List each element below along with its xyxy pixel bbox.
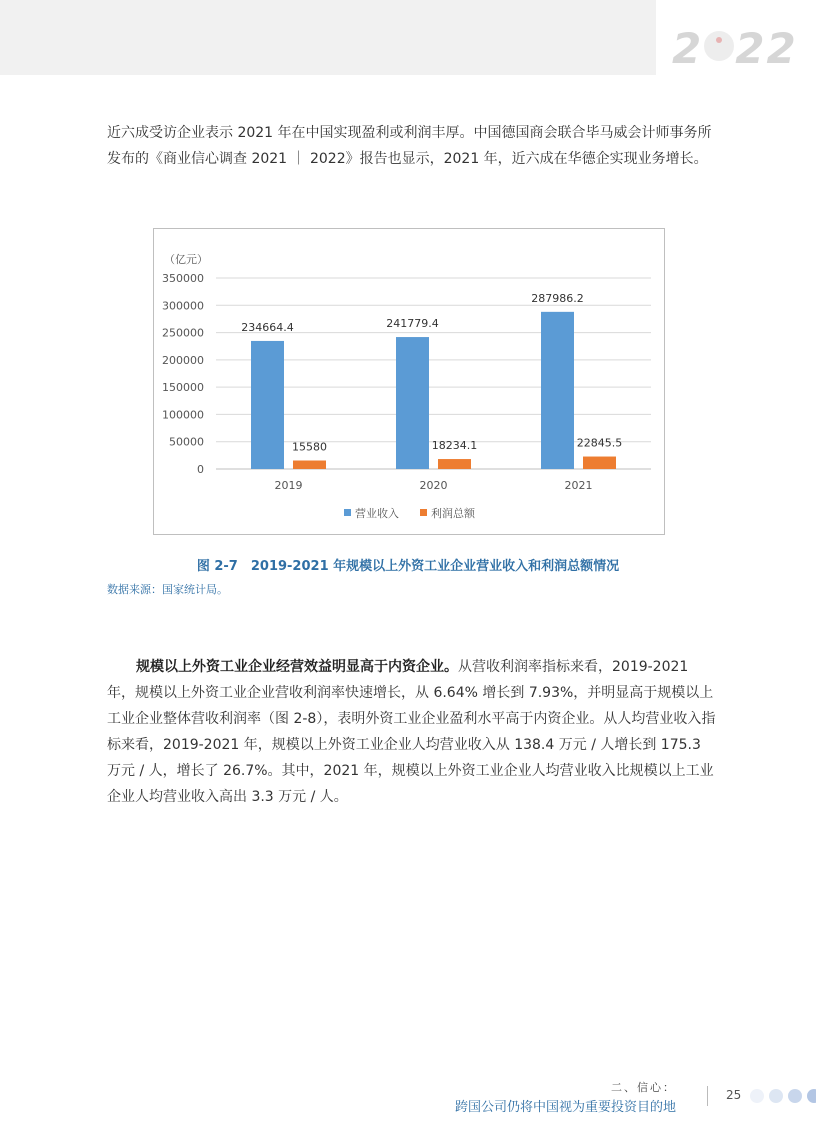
data-label: 287986.2 — [531, 291, 584, 305]
year-logo: 2 22 — [672, 24, 798, 73]
data-label: 22845.5 — [576, 436, 623, 450]
dot-icon — [788, 1089, 802, 1103]
data-label: 241779.4 — [386, 317, 439, 331]
figure-source: 数据来源：国家统计局。 — [107, 583, 228, 596]
bar-chart — [154, 229, 664, 534]
figure-caption: 图 2-7 2019-2021 年规模以上外资工业企业营业收入和利润总额情况 — [196, 559, 620, 574]
bar-revenue — [396, 337, 429, 469]
legend-label: 利润总额 — [431, 507, 475, 520]
intro-paragraph: 近六成受访企业表示 2021 年在中国实现盈利或利润丰厚。中国德国商会联合毕马威会计师事务所发布的《商业信心调查 2021 ｜ 2022》报告也显示，2021 年，近六成在华德企实现业务增长。 — [107, 125, 712, 167]
y-tick-label: 150000 — [162, 381, 204, 395]
bar-revenue — [251, 341, 284, 469]
logo-circle-icon — [704, 31, 734, 61]
x-tick-label: 2021 — [564, 479, 593, 492]
dot-icon — [750, 1089, 764, 1103]
page-number: 25 — [726, 1088, 742, 1102]
header-band — [0, 0, 656, 75]
y-axis-label: （亿元） — [164, 253, 208, 266]
y-tick-label: 350000 — [162, 272, 204, 285]
footer-divider — [707, 1086, 708, 1106]
x-tick-label: 2019 — [274, 479, 303, 492]
dot-icon — [769, 1089, 783, 1103]
chart-container — [153, 228, 665, 535]
body-paragraph — [107, 654, 717, 810]
y-tick-label: 0 — [197, 463, 204, 476]
y-tick-label: 50000 — [169, 435, 204, 449]
y-tick-label: 300000 — [162, 299, 204, 313]
x-tick-label: 2020 — [419, 479, 448, 492]
footer-title: 跨国公司仍将中国视为重要投资目的地 — [454, 1100, 676, 1115]
legend-label: 营业收入 — [355, 507, 399, 520]
y-tick-label: 200000 — [162, 353, 204, 367]
y-tick-label: 250000 — [162, 326, 204, 340]
paragraph-lead: 规模以上外资工业企业经营效益明显高于内资企业。 — [136, 659, 458, 675]
data-label: 234664.4 — [241, 320, 294, 334]
bar-revenue — [541, 312, 574, 469]
dot-icon — [807, 1089, 816, 1103]
paragraph-text: 从营收利润率指标来看，2019-2021 年，规模以上外资工业企业营收利润率快速增长，从 6.64% 增长到 7.93%，并明显高于规模以上工业企业整体营收利润率（图 2-8），表明外资工业企业盈利水平高于内资企业。从人均营业收入指标来看，2019-2021 年，规模以上外资工业企业人均营业收入从 138.4 万元 / 人增长到 175.3 万元 / 人，增长了 26.7%。其中，2021 年，规模以上外资工业企业人均营业收入比规模以上工业企业人均营业收入高出 3.3 万元 / 人。 — [107, 659, 716, 805]
data-label: 15580 — [292, 440, 327, 454]
bar-profit — [293, 460, 326, 469]
bar-profit — [438, 459, 471, 469]
bar-profit — [583, 457, 616, 469]
legend-swatch — [344, 509, 351, 516]
data-label: 18234.1 — [431, 439, 478, 453]
legend-swatch — [420, 509, 427, 516]
y-tick-label: 100000 — [162, 408, 204, 422]
footer-section: 二、信心： — [611, 1081, 676, 1094]
